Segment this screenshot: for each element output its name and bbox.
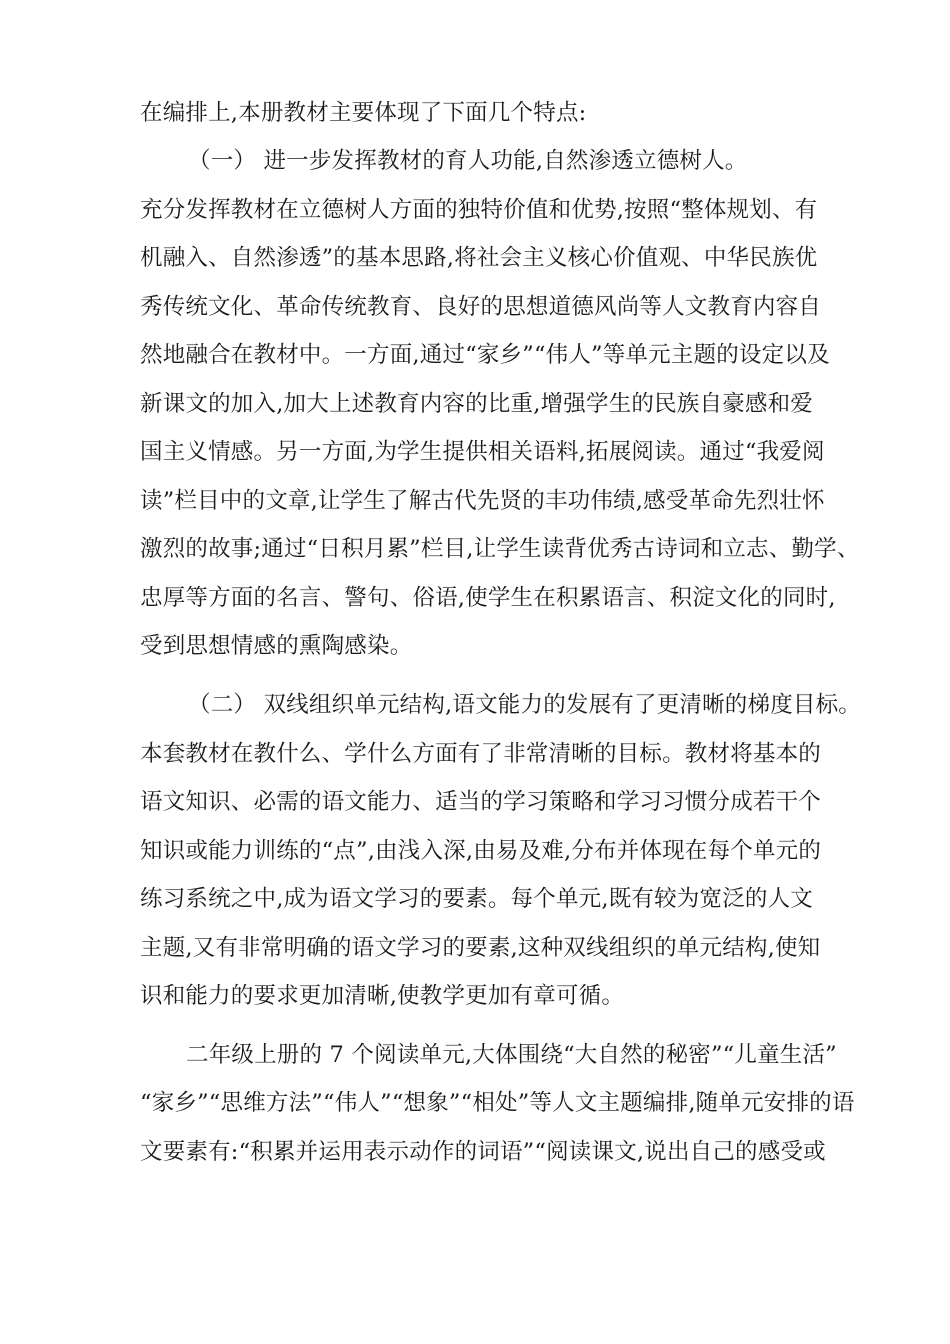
text-line: 知识或能力训练的“点”,由浅入深,由易及难,分布并体现在每个单元的 <box>140 838 822 864</box>
text-line: 语文知识、必需的语文能力、适当的学习策略和学习习惯分成若干个 <box>140 789 822 815</box>
text-line: “家乡”“思维方法”“伟人”“想象”“相处”等人文主题编排,随单元安排的语 <box>140 1090 855 1116</box>
text-line: 本套教材在教什么、学什么方面有了非常清晰的目标。教材将基本的 <box>140 741 822 767</box>
text-line: 读”栏目中的文章,让学生了解古代先贤的丰功伟绩,感受革命先烈壮怀 <box>140 488 825 514</box>
text-line: 练习系统之中,成为语文学习的要素。每个单元,既有较为宽泛的人文 <box>140 886 814 912</box>
text-line: 然地融合在教材中。一方面,通过“家乡”“伟人”等单元主题的设定以及 <box>140 342 830 368</box>
text-line: 新课文的加入,加大上述教育内容的比重,增强学生的民族自豪感和爱 <box>140 391 814 417</box>
text-line: 激烈的故事;通过“日积月累”栏目,让学生读背优秀古诗词和立志、勤学、 <box>140 536 860 562</box>
text-line: 秀传统文化、革命传统教育、良好的思想道德风尚等人文教育内容自 <box>140 294 822 320</box>
section-heading-2: （二） 双线组织单元结构,语文能力的发展有了更清晰的梯度目标。 <box>188 692 862 718</box>
section-heading-1: （一） 进一步发挥教材的育人功能,自然渗透立德树人。 <box>188 148 748 174</box>
text-line: 国主义情感。另一方面,为学生提供相关语料,拓展阅读。通过“我爱阅 <box>140 439 825 465</box>
text-line: 受到思想情感的熏陶感染。 <box>140 633 413 659</box>
text-line: 文要素有:“积累并运用表示动作的词语”“阅读课文,说出自己的感受或 <box>140 1139 826 1165</box>
text-line-intro: 在编排上,本册教材主要体现了下面几个特点: <box>140 100 587 126</box>
text-line: 机融入、自然渗透”的基本思路,将社会主义核心价值观、中华民族优 <box>140 245 818 271</box>
text-line: 充分发挥教材在立德树人方面的独特价值和优势,按照“整体规划、有 <box>140 197 818 223</box>
text-line: 识和能力的要求更加清晰,使教学更加有章可循。 <box>140 983 625 1009</box>
text-line: 主题,又有非常明确的语文学习的要素,这种双线组织的单元结构,使知 <box>140 935 821 961</box>
text-line: 忠厚等方面的名言、警句、俗语,使学生在积累语言、积淀文化的同时, <box>140 585 836 611</box>
text-line: 二年级上册的 7 个阅读单元,大体围绕“大自然的秘密”“儿童生活” <box>186 1042 837 1068</box>
